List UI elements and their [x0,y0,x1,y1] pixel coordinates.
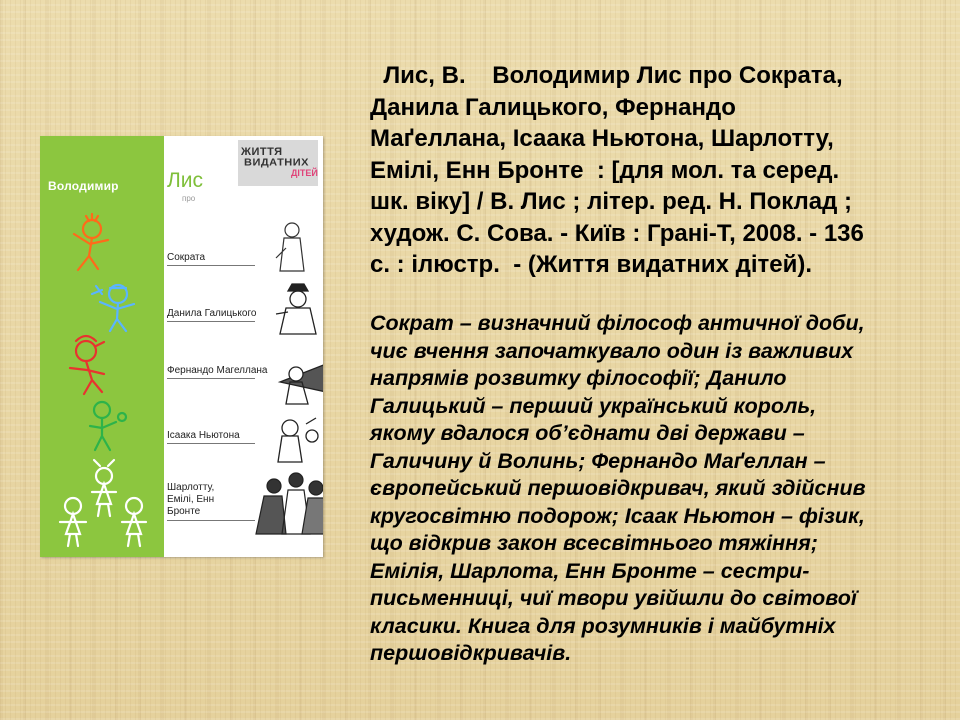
cover-toc-line: Бронте [167,506,201,517]
cover-series-line-2: ВИДАТНИХ [244,157,309,169]
orange-stick-figure-icon [74,214,108,270]
bibliographic-entry: Лис, В. Володимир Лис про Сократа, Данила Галицького, Фернандо Маґеллана, Ісаака Ньютона, Шарлотту, Емілі, Енн Бронте : [для мол. та серед. шк. віку] / В. Лис ; літер. ред. Н. Поклад ; худож. С. Сова. - Київ : Грані-Т, 2008. - 136 с. : ілюстр. - (Життя видатних дітей). [370,62,864,278]
socrates-sketch-icon [276,223,304,271]
cover-author-first-name: Володимир [48,179,119,193]
cover-toc-line: Емілі, Енн [167,494,215,505]
book-annotation: Сократ – визначний філософ античної доби, чиє вчення започаткувало один із важливих напрямів розвитку філософії; Данило Галицький – перший український король, якому вдалося об’єднати дві держави – Галичину й Волинь; Фернандо Маґеллан – європейський першовідкривач, який здійснив кругосвітню подорож; Ісаак Ньютон – фізик, що відкрив закон всесвітнього тяжіння; Емілія, Шарлота, Енн Бронте – сестри- письменниці, чиї твори увійшли до світової класики. Книга для розумників і майбутніх першовідкривачів. [370,311,866,665]
white-stick-figures-icon [60,460,146,546]
book-cover-image [40,136,323,557]
cover-author-pro: про [182,194,196,203]
cover-toc-line: Сократа [167,252,206,263]
green-stick-figure-icon [90,402,126,450]
bronte-sisters-sketch-icon [256,473,323,534]
blue-stick-figure-icon [92,285,134,331]
newton-sketch-icon [278,418,318,462]
cover-toc-line: Фернандо Магеллана [167,365,268,376]
cover-toc-line: Ісаака Ньютона [167,430,240,441]
magellan-sketch-icon [280,364,323,404]
cover-author-last-name: Лис [167,169,204,192]
cover-toc-line: Данила Галицького [167,308,257,319]
cover-toc-line: Шарлотту, [167,482,215,493]
cover-illustrations [40,136,323,557]
cover-series-line-3: ДІТЕЙ [291,168,318,178]
red-stick-figure-icon [70,336,104,394]
cover-series-line-1: ЖИТТЯ [241,146,283,158]
danylo-sketch-icon [276,284,316,334]
